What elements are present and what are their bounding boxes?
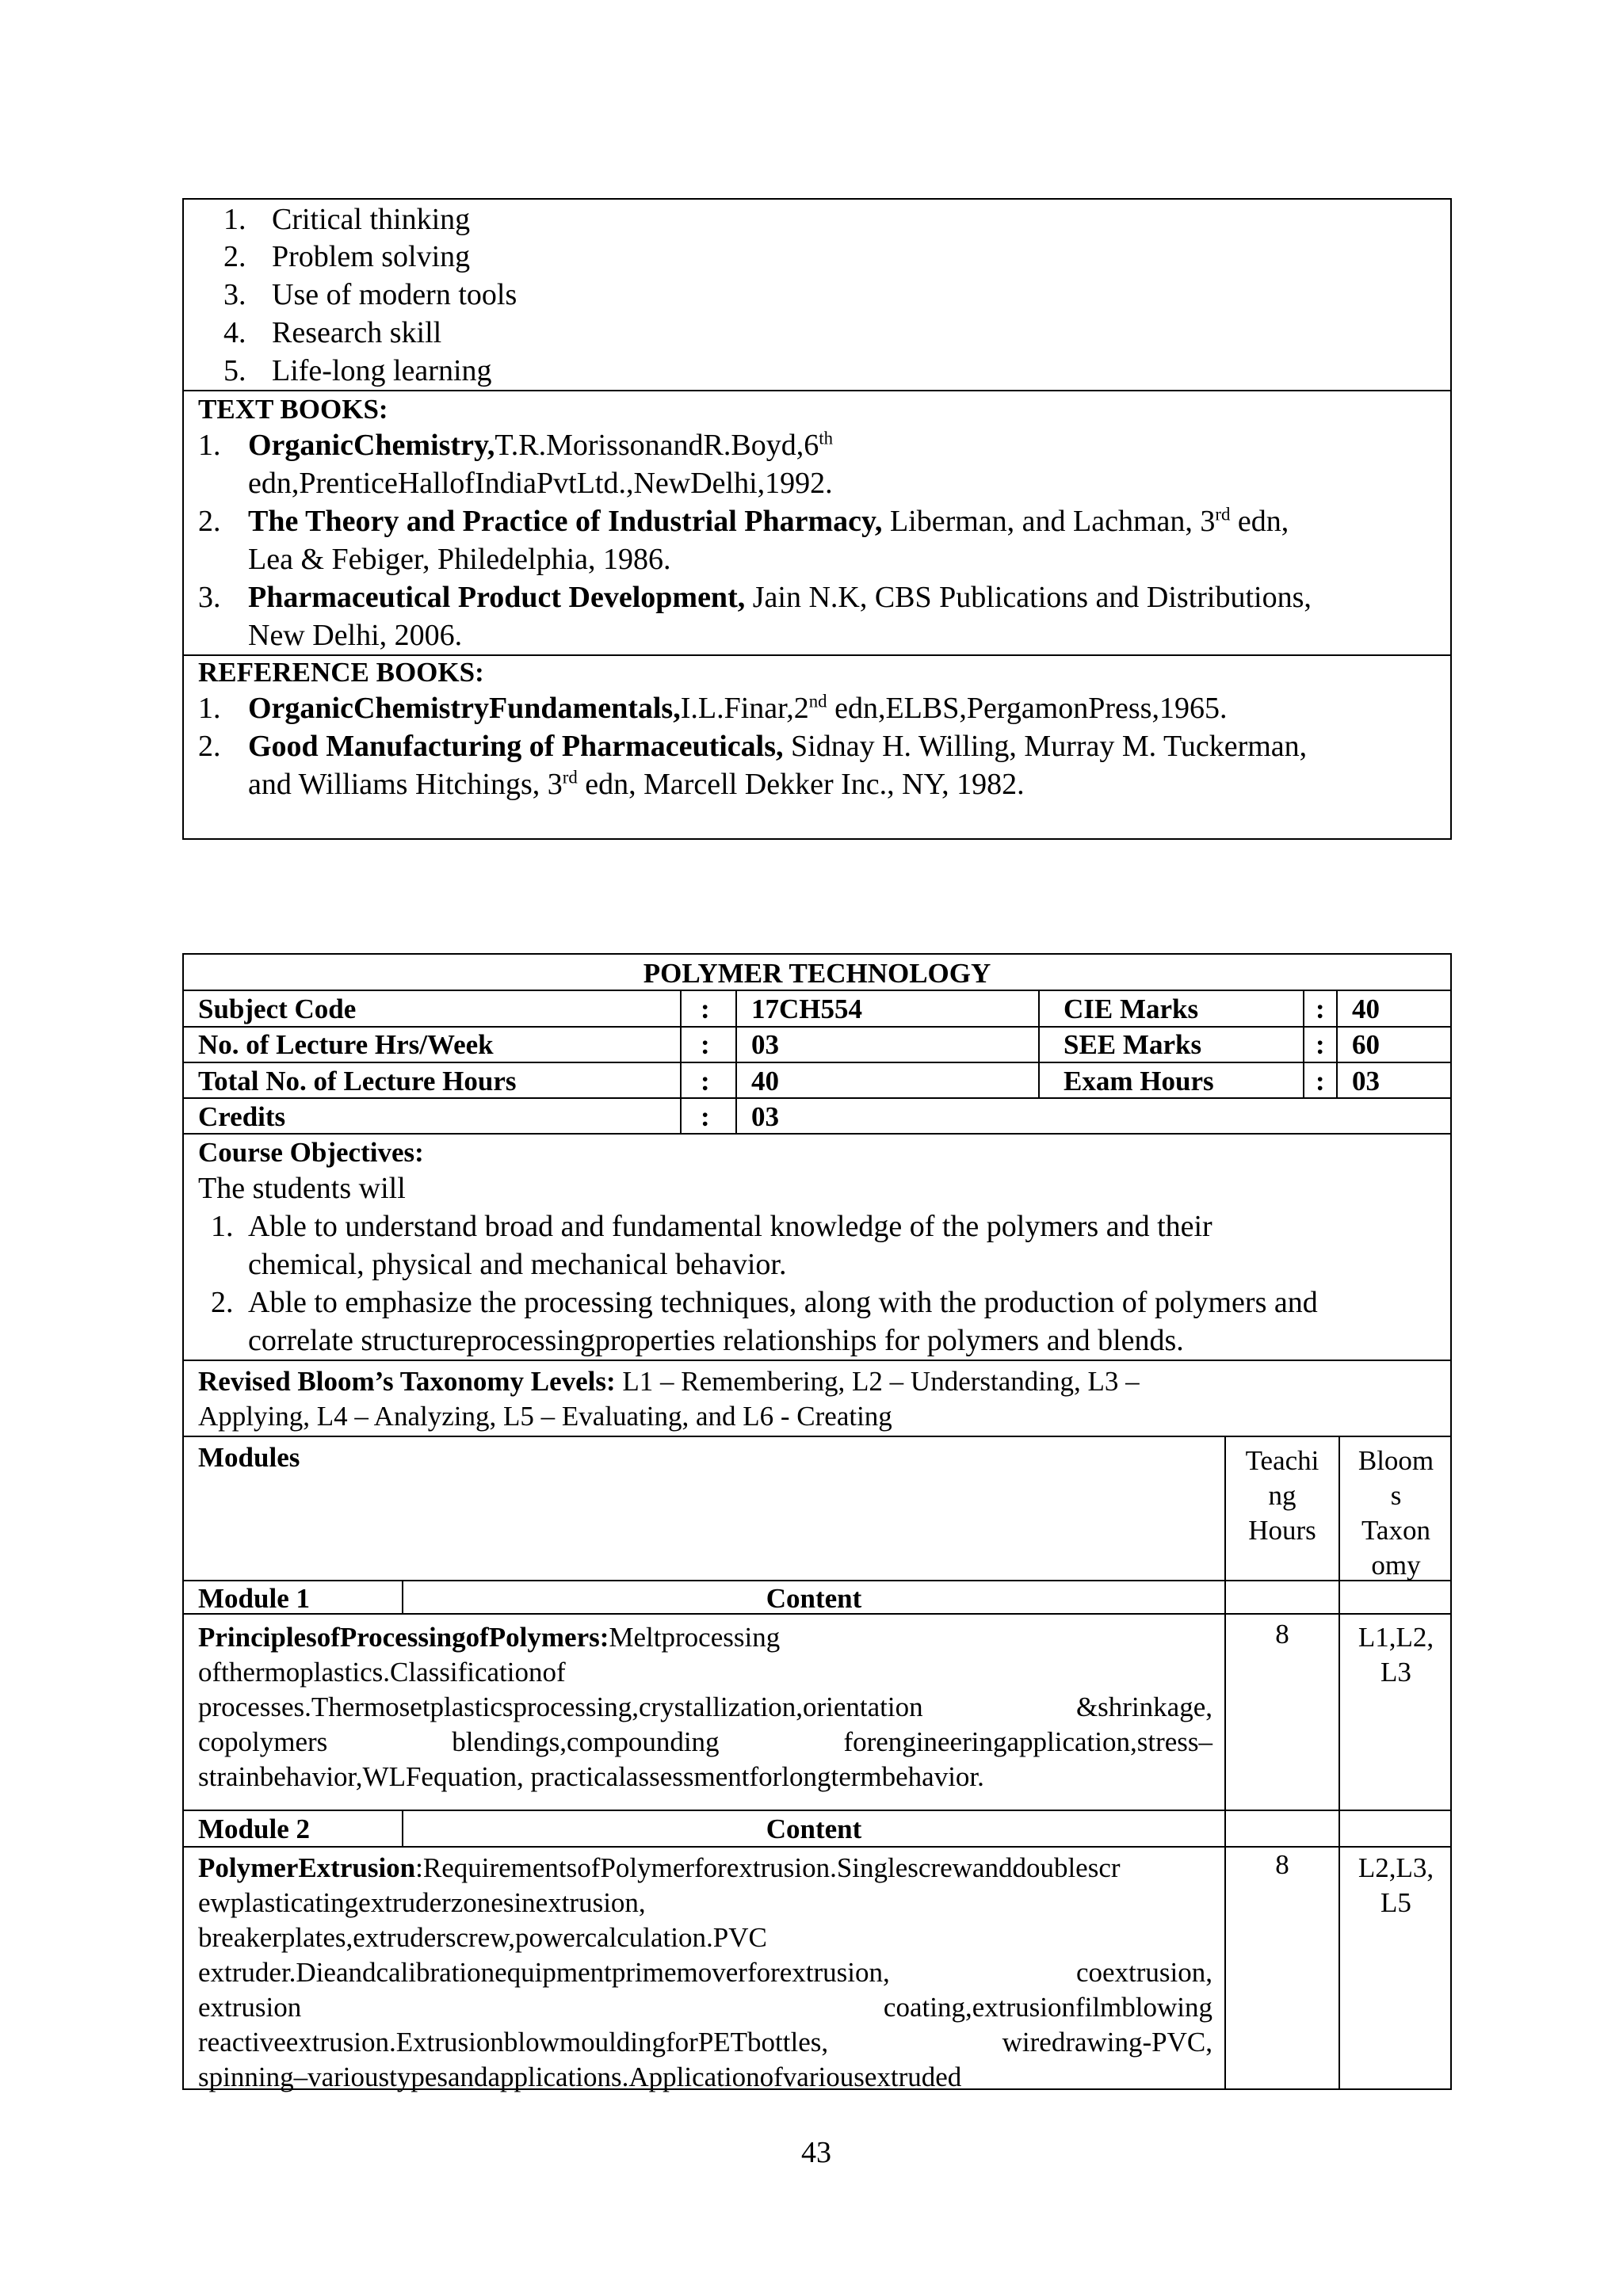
book-entry bbox=[248, 693, 1227, 723]
divider bbox=[1303, 990, 1304, 1097]
colon: : bbox=[1316, 1029, 1325, 1060]
superscript: rd bbox=[1215, 504, 1231, 524]
superscript: th bbox=[819, 428, 833, 448]
header-line: Taxon bbox=[1361, 1515, 1430, 1546]
blooms-levels-value bbox=[1340, 1620, 1452, 1690]
exam-hours-value: 03 bbox=[1352, 1066, 1380, 1097]
teaching-hours-value: 8 bbox=[1275, 1619, 1289, 1650]
cie-marks-value: 40 bbox=[1352, 994, 1380, 1024]
divider bbox=[182, 1133, 1452, 1135]
cie-marks-label: CIE Marks bbox=[1064, 994, 1199, 1024]
module-label: Module 2 bbox=[198, 1814, 310, 1844]
blooms-taxonomy-line bbox=[198, 1367, 1140, 1395]
credits-label: Credits bbox=[198, 1101, 286, 1132]
book-entry-line2: Lea & Febiger, Philedelphia, 1986. bbox=[248, 543, 671, 576]
see-marks-label: SEE Marks bbox=[1064, 1029, 1202, 1060]
divider bbox=[182, 1846, 1452, 1848]
divider bbox=[182, 390, 1452, 391]
levels-line: L3 bbox=[1381, 1657, 1411, 1688]
book-entry-line2 bbox=[248, 769, 1025, 799]
levels-line: L5 bbox=[1381, 1887, 1411, 1918]
divider bbox=[182, 1436, 1452, 1437]
content-label: Content bbox=[766, 1814, 862, 1844]
see-marks-value: 60 bbox=[1352, 1029, 1380, 1060]
book-details: edn,ELBS,PergamonPress,1965. bbox=[827, 692, 1228, 725]
content-line: reactiveextrusion.ExtrusionblowmouldingforPETbottles, wiredrawing-PVC, bbox=[198, 2027, 1212, 2058]
content-line: strainbehavior,WLFequation, practicalassessmentforlongtermbehavior. bbox=[198, 1761, 984, 1792]
list-item: Life-long learning bbox=[272, 354, 492, 387]
course-title: POLYMER TECHNOLOGY bbox=[643, 958, 991, 989]
superscript: rd bbox=[562, 767, 578, 788]
levels-line: L1,L2, bbox=[1358, 1622, 1434, 1653]
blooms-taxonomy-line2: Applying, L4 – Analyzing, L5 – Evaluating, and L6 - Creating bbox=[198, 1401, 892, 1432]
list-number: 2. bbox=[223, 240, 246, 273]
module-content bbox=[198, 1620, 1212, 1794]
lecture-hrs-week-value: 03 bbox=[751, 1029, 779, 1060]
header-line: Bloom bbox=[1358, 1445, 1434, 1476]
divider bbox=[1336, 990, 1338, 1097]
objectives-heading: Course Objectives: bbox=[198, 1137, 424, 1168]
module-content bbox=[198, 1851, 1212, 2095]
book-details: edn, bbox=[1230, 505, 1289, 538]
levels-line: L2,L3, bbox=[1358, 1852, 1434, 1883]
list-number: 2. bbox=[198, 730, 221, 763]
blooms-label: Revised Bloom’s Taxonomy Levels: bbox=[198, 1366, 616, 1397]
divider bbox=[735, 990, 737, 1133]
module-title: PolymerExtrusion bbox=[198, 1852, 416, 1883]
book-details: I.L.Finar,2 bbox=[680, 692, 809, 725]
objective-line: Able to emphasize the processing techniques, along with the production of polymers and bbox=[248, 1286, 1318, 1319]
book-details: T.R.MorissonandR.Boyd,6 bbox=[495, 429, 819, 462]
divider bbox=[1038, 990, 1040, 1097]
book-title: OrganicChemistryFundamentals, bbox=[248, 692, 681, 725]
list-number: 3. bbox=[223, 278, 246, 311]
divider bbox=[182, 1026, 1452, 1028]
header-line: Teachi bbox=[1245, 1445, 1319, 1476]
book-title: Pharmaceutical Product Development, bbox=[248, 581, 746, 614]
list-item: Problem solving bbox=[272, 240, 471, 273]
list-item: Critical thinking bbox=[272, 203, 471, 236]
objectives-intro: The students will bbox=[198, 1172, 406, 1205]
content-line: ofthermoplastics.Classificationof bbox=[198, 1657, 566, 1688]
exam-hours-label: Exam Hours bbox=[1064, 1066, 1214, 1097]
book-details: edn, Marcell Dekker Inc., NY, 1982. bbox=[577, 768, 1025, 801]
content-line: extruder.Dieandcalibrationequipmentprimemoverforextrusion, coextrusion, bbox=[198, 1957, 1212, 1988]
subject-code-value: 17CH554 bbox=[751, 994, 862, 1024]
module-label: Module 1 bbox=[198, 1583, 310, 1614]
colon: : bbox=[701, 994, 710, 1024]
objective-line: chemical, physical and mechanical behavior. bbox=[248, 1248, 787, 1281]
book-entry bbox=[248, 430, 833, 460]
list-number: 1. bbox=[211, 1210, 234, 1243]
content-line: breakerplates,extruderscrew,powercalculation.PVC bbox=[198, 1922, 767, 1953]
book-entry bbox=[248, 506, 1436, 536]
objective-line: correlate structureprocessingproperties relationships for polymers and blends. bbox=[248, 1324, 1184, 1357]
page-number: 43 bbox=[801, 2136, 831, 2169]
book-details: Jain N.K, CBS Publications and Distributions, bbox=[745, 581, 1312, 614]
content-line: ewplasticatingextruderzonesinextrusion, bbox=[198, 1887, 646, 1918]
book-entry-line2: New Delhi, 2006. bbox=[248, 619, 463, 652]
list-number: 2. bbox=[198, 505, 221, 538]
list-number: 5. bbox=[223, 354, 246, 387]
subject-code-label: Subject Code bbox=[198, 994, 357, 1024]
book-entry bbox=[248, 731, 1307, 761]
content-label: Content bbox=[766, 1583, 862, 1614]
header-line: omy bbox=[1371, 1550, 1421, 1581]
blooms-levels: L1 – Remembering, L2 – Understanding, L3 – bbox=[615, 1366, 1140, 1397]
content-line: processes.Thermosetplasticsprocessing,crystallization,orientation &shrinkage, bbox=[198, 1691, 1212, 1722]
list-number: 3. bbox=[198, 581, 221, 614]
list-number: 2. bbox=[211, 1286, 234, 1319]
divider bbox=[182, 990, 1452, 991]
book-entry-line2: edn,PrenticeHallofIndiaPvtLtd.,NewDelhi,1992. bbox=[248, 467, 833, 500]
lecture-hrs-week-label: No. of Lecture Hrs/Week bbox=[198, 1029, 494, 1060]
book-title: Good Manufacturing of Pharmaceuticals, bbox=[248, 730, 784, 763]
list-number: 1. bbox=[198, 692, 221, 725]
colon: : bbox=[701, 1066, 710, 1097]
list-number: 4. bbox=[223, 316, 246, 349]
list-item: Research skill bbox=[272, 316, 442, 349]
credits-value: 03 bbox=[751, 1101, 779, 1132]
book-details: Liberman, and Lachman, 3 bbox=[882, 505, 1216, 538]
content-line: copolymers blendings,compounding forengineeringapplication,stress– bbox=[198, 1726, 1212, 1757]
blooms-taxonomy-header bbox=[1340, 1444, 1452, 1583]
book-title: The Theory and Practice of Industrial Pharmacy, bbox=[248, 505, 883, 538]
content-line: spinning–varioustypesandapplications.Applicationofvariousextruded bbox=[198, 2061, 962, 2092]
divider bbox=[680, 990, 682, 1133]
book-details: and Williams Hitchings, 3 bbox=[248, 768, 563, 801]
divider bbox=[182, 1097, 1452, 1099]
divider bbox=[182, 1580, 1452, 1581]
list-number: 1. bbox=[198, 429, 221, 462]
book-details: Sidnay H. Willing, Murray M. Tuckerman, bbox=[783, 730, 1308, 763]
list-item: Use of modern tools bbox=[272, 278, 517, 311]
total-lecture-hours-label: Total No. of Lecture Hours bbox=[198, 1066, 517, 1097]
header-line: s bbox=[1390, 1480, 1402, 1511]
content-text: Meltprocessing bbox=[609, 1622, 781, 1653]
divider bbox=[182, 654, 1452, 656]
colon: : bbox=[1316, 994, 1325, 1024]
divider bbox=[182, 1810, 1452, 1811]
content-line bbox=[198, 1620, 1212, 1655]
colon: : bbox=[1316, 1066, 1325, 1097]
reference-books-heading: REFERENCE BOOKS: bbox=[198, 657, 484, 688]
teaching-hours-value: 8 bbox=[1275, 1849, 1289, 1880]
content-line bbox=[198, 1851, 1212, 1886]
module-title: PrinciplesofProcessingofPolymers: bbox=[198, 1622, 609, 1653]
total-lecture-hours-value: 40 bbox=[751, 1066, 779, 1097]
objective-line: Able to understand broad and fundamental knowledge of the polymers and their bbox=[248, 1210, 1212, 1243]
colon: : bbox=[701, 1101, 710, 1132]
modules-header: Modules bbox=[198, 1442, 300, 1473]
divider bbox=[182, 1360, 1452, 1361]
superscript: nd bbox=[808, 691, 827, 711]
content-line: extrusion coating,extrusionfilmblowing bbox=[198, 1992, 1212, 2023]
content-text: :RequirementsofPolymerforextrusion.Singlescrewanddoublescr bbox=[415, 1852, 1121, 1883]
book-entry bbox=[248, 582, 1312, 612]
colon: : bbox=[701, 1029, 710, 1060]
teaching-hours-header bbox=[1226, 1444, 1338, 1548]
divider bbox=[182, 1062, 1452, 1063]
text-books-heading: TEXT BOOKS: bbox=[198, 394, 388, 425]
header-line: Hours bbox=[1248, 1515, 1316, 1546]
header-line: ng bbox=[1268, 1480, 1296, 1511]
blooms-levels-value bbox=[1340, 1851, 1452, 1920]
book-title: OrganicChemistry, bbox=[248, 429, 495, 462]
list-number: 1. bbox=[223, 203, 246, 236]
